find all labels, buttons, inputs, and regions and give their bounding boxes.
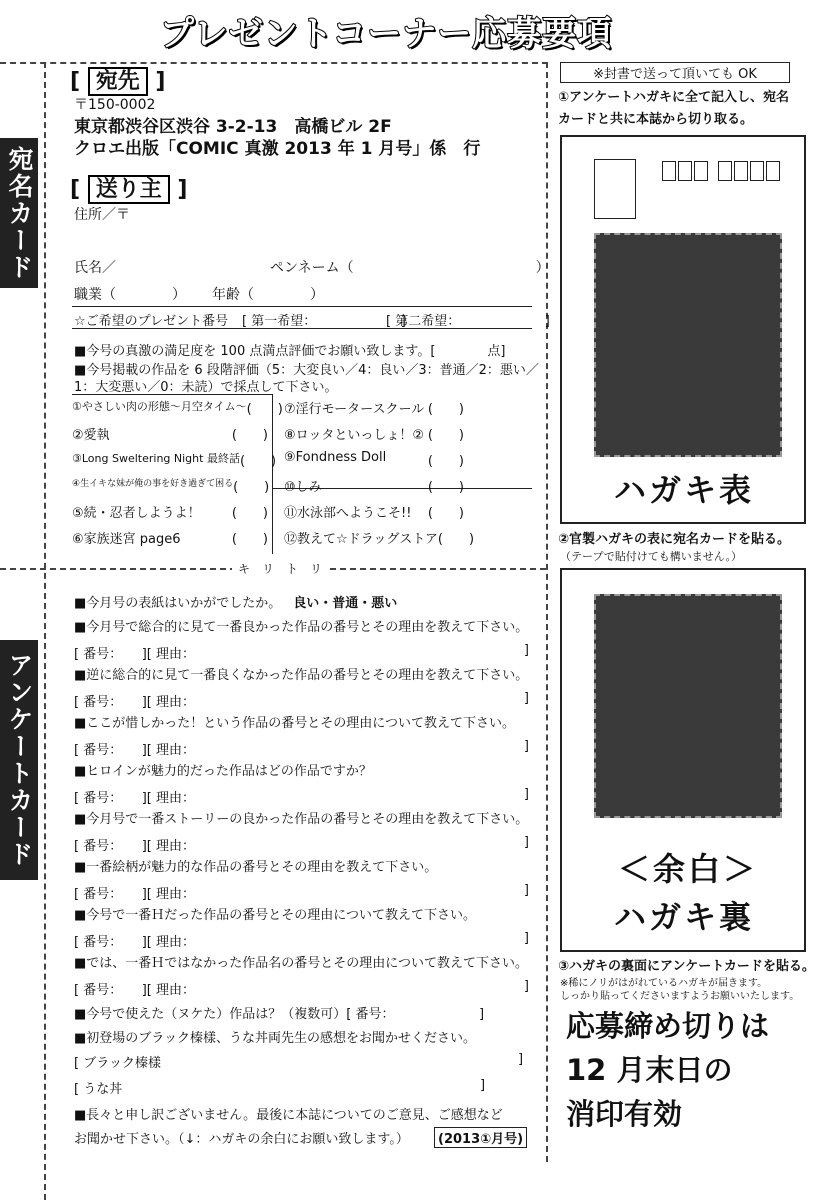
- survey-question-list: [74, 616, 529, 1000]
- cut-line-left: [44, 62, 46, 1200]
- postal-code-boxes: [662, 161, 780, 181]
- survey-question: ■ヒロインが魅力的だった作品はどの作品ですか？ [ 番号： ][ 理由： ]: [74, 764, 529, 806]
- survey-question: ■逆に総合的に見て一番良くなかった作品の番号とその理由を教えて下さい。 [ 番号： ][ 理由： ]: [74, 668, 529, 710]
- survey-question: ■今号で一番Ｈだった作品の番号とその理由について教えて下さい。 [ 番号： ][ 理由： ]: [74, 908, 529, 950]
- survey-cover-question: ■今月号の表紙はいかがでしたか。 良い・普通・悪い: [74, 596, 398, 611]
- postcard-front-label: ハガキ表: [614, 471, 755, 509]
- cut-line-right: [546, 62, 548, 1162]
- sender-job-label: 職業（ ）: [74, 287, 186, 303]
- work-item: ②愛執 ( ): [72, 428, 268, 443]
- present-label: ☆ご希望のプレゼント番号: [74, 314, 229, 329]
- survey-question: ■では、一番Ｈではなかった作品名の番号とその理由について教えて下さい。 [ 番号： ][ 理由： ]: [74, 956, 529, 998]
- recipient-address: 東京都渋谷区渋谷 3-2-13 高橋ビル 2F: [74, 117, 392, 137]
- work-item: ⑥家族迷宮 page6 ( ): [72, 532, 268, 547]
- rating-score-line: ■今号の真激の満足度を 100 点満点評価でお願い致します。[ 点]: [74, 344, 506, 359]
- address-card-placement: [594, 233, 782, 457]
- survey-question: ■ここが惜しかった！という作品の番号とその理由について教えて下さい。 [ 番号： ][ 理由： ]: [74, 716, 529, 758]
- deadline-line-1: 応募締め切りは: [566, 1009, 770, 1043]
- blank-area-label: ＜余白＞: [618, 850, 759, 888]
- step-2: ②官製ハガキの表に宛名カードを貼る。: [558, 532, 791, 547]
- stamp-box: [594, 159, 636, 219]
- survey-guest-answer-1: [ ブラック榛樣: [74, 1056, 161, 1071]
- survey-card-tab: アンケートカード: [0, 640, 38, 880]
- works-right-list: [284, 398, 475, 554]
- recipient-heading: [ 宛先 ]: [70, 69, 166, 94]
- postcard-front: [560, 135, 806, 524]
- survey-question: ■一番絵柄が魅力的な作品の番号とその理由を教えて下さい。 [ 番号： ][ 理由： ]: [74, 860, 529, 902]
- survey-final-question: ■長々と申し訳ございません。最後に本誌についてのご意見、ご感想など: [74, 1108, 503, 1123]
- survey-final-question-2: お聞かせ下さい。（↓：ハガキの余白にお願い致します。）: [74, 1132, 409, 1147]
- sender-heading: [ 送り主 ]: [70, 177, 188, 202]
- sender-penname-label: ペンネーム（ ）: [270, 260, 550, 276]
- recipient-company: クロエ出版「COMIC 真激 2013 年 1 月号」係 行: [74, 139, 481, 159]
- cut-label: キ リ ト リ: [232, 560, 328, 577]
- work-item: ⑪水泳部へようこそ!! ( ): [284, 506, 464, 521]
- work-item: ⑧ロッタといっしょ！② ( ): [284, 428, 464, 443]
- rating-instruction-line: ■今号掲載の作品を 6 段階評価（5：大変良い／4：良い／3：普通／2：悪い／: [74, 363, 539, 378]
- deadline-line-3: 消印有効: [566, 1097, 683, 1131]
- page-title: プレゼントコーナー応募要項: [160, 14, 613, 54]
- survey-guest-answer-2-close: ]: [480, 1078, 486, 1093]
- step-1-line-2: カードと共に本誌から切り取る。: [558, 112, 754, 127]
- work-item: ⑤続・忍者しようよ！ ( ): [72, 506, 268, 521]
- survey-guest-answer-1-close: ]: [518, 1052, 524, 1067]
- survey-question: ■今月号で一番ストーリーの良かった作品の番号とその理由を教えて下さい。 [ 番号： ][ 理由： ]: [74, 812, 529, 854]
- step-2-note: （テープで貼付けても構いません。）: [560, 550, 742, 563]
- rating-instruction-line-2: 1：大変悪い／0：未読）で採点して下さい。: [74, 380, 338, 395]
- recipient-postal: 〒150-0002: [74, 97, 156, 113]
- survey-guest-answer-2: [ うな丼: [74, 1082, 123, 1097]
- work-item: ③Long Sweltering Night 最終話 ( ): [72, 452, 277, 469]
- survey-card-placement: [594, 594, 782, 818]
- present-second-choice: [ 第二希望： ]: [386, 314, 550, 329]
- step-1: ①アンケートハガキに全て記入し、宛名: [558, 90, 789, 105]
- sender-age-label: 年齢（ ）: [212, 287, 324, 303]
- work-item: ④生イキな妹が俺の事を好き過ぎて困る ( ): [72, 479, 270, 495]
- step-3-note: ※稀にノリがはがれているハガキが届きます。: [560, 978, 768, 989]
- work-item: ⑩しみ ( ): [284, 480, 464, 495]
- address-card-tab: 宛名カード: [0, 138, 38, 288]
- postcard-back-label: ハガキ裏: [614, 898, 755, 936]
- deadline-line-2: 12 月末日の: [566, 1053, 733, 1087]
- work-item: ①やさしい肉の形態～月空タイム～ ( ): [72, 400, 283, 417]
- survey-guest-question: ■初登場のブラック榛樣、うな丼両先生の感想をお聞かせください。: [74, 1031, 477, 1046]
- postcard-back: [560, 568, 806, 952]
- survey-used-question: ■今号で使えた（ヌケた）作品は？（複数可）[ 番号： ]: [74, 1007, 485, 1022]
- works-left-list: [72, 398, 283, 554]
- issue-badge: (2013①月号): [434, 1127, 527, 1148]
- sender-name-label: 氏名／: [74, 260, 116, 276]
- step-3-note-2: しっかり貼ってくださいますようお願いいたします。: [560, 991, 800, 1002]
- step-3: ③ハガキの裏面にアンケートカードを貼る。: [558, 959, 815, 974]
- survey-question: ■今月号で総合的に見て一番良かった作品の番号とその理由を教えて下さい。 [ 番号： ][ 理由： ]: [74, 620, 529, 662]
- work-item: ⑨Fondness Doll ( ): [284, 450, 464, 469]
- work-item: ⑫教えて☆ドラッグストア ( ): [284, 532, 475, 547]
- present-first-choice: [ 第一希望： ]: [242, 314, 406, 329]
- sender-address-label: 住所／〒: [74, 207, 130, 223]
- work-item: ⑦淫行モータースクール ( ): [284, 402, 464, 417]
- envelope-note: ※封書で送って頂いても OK: [560, 62, 790, 83]
